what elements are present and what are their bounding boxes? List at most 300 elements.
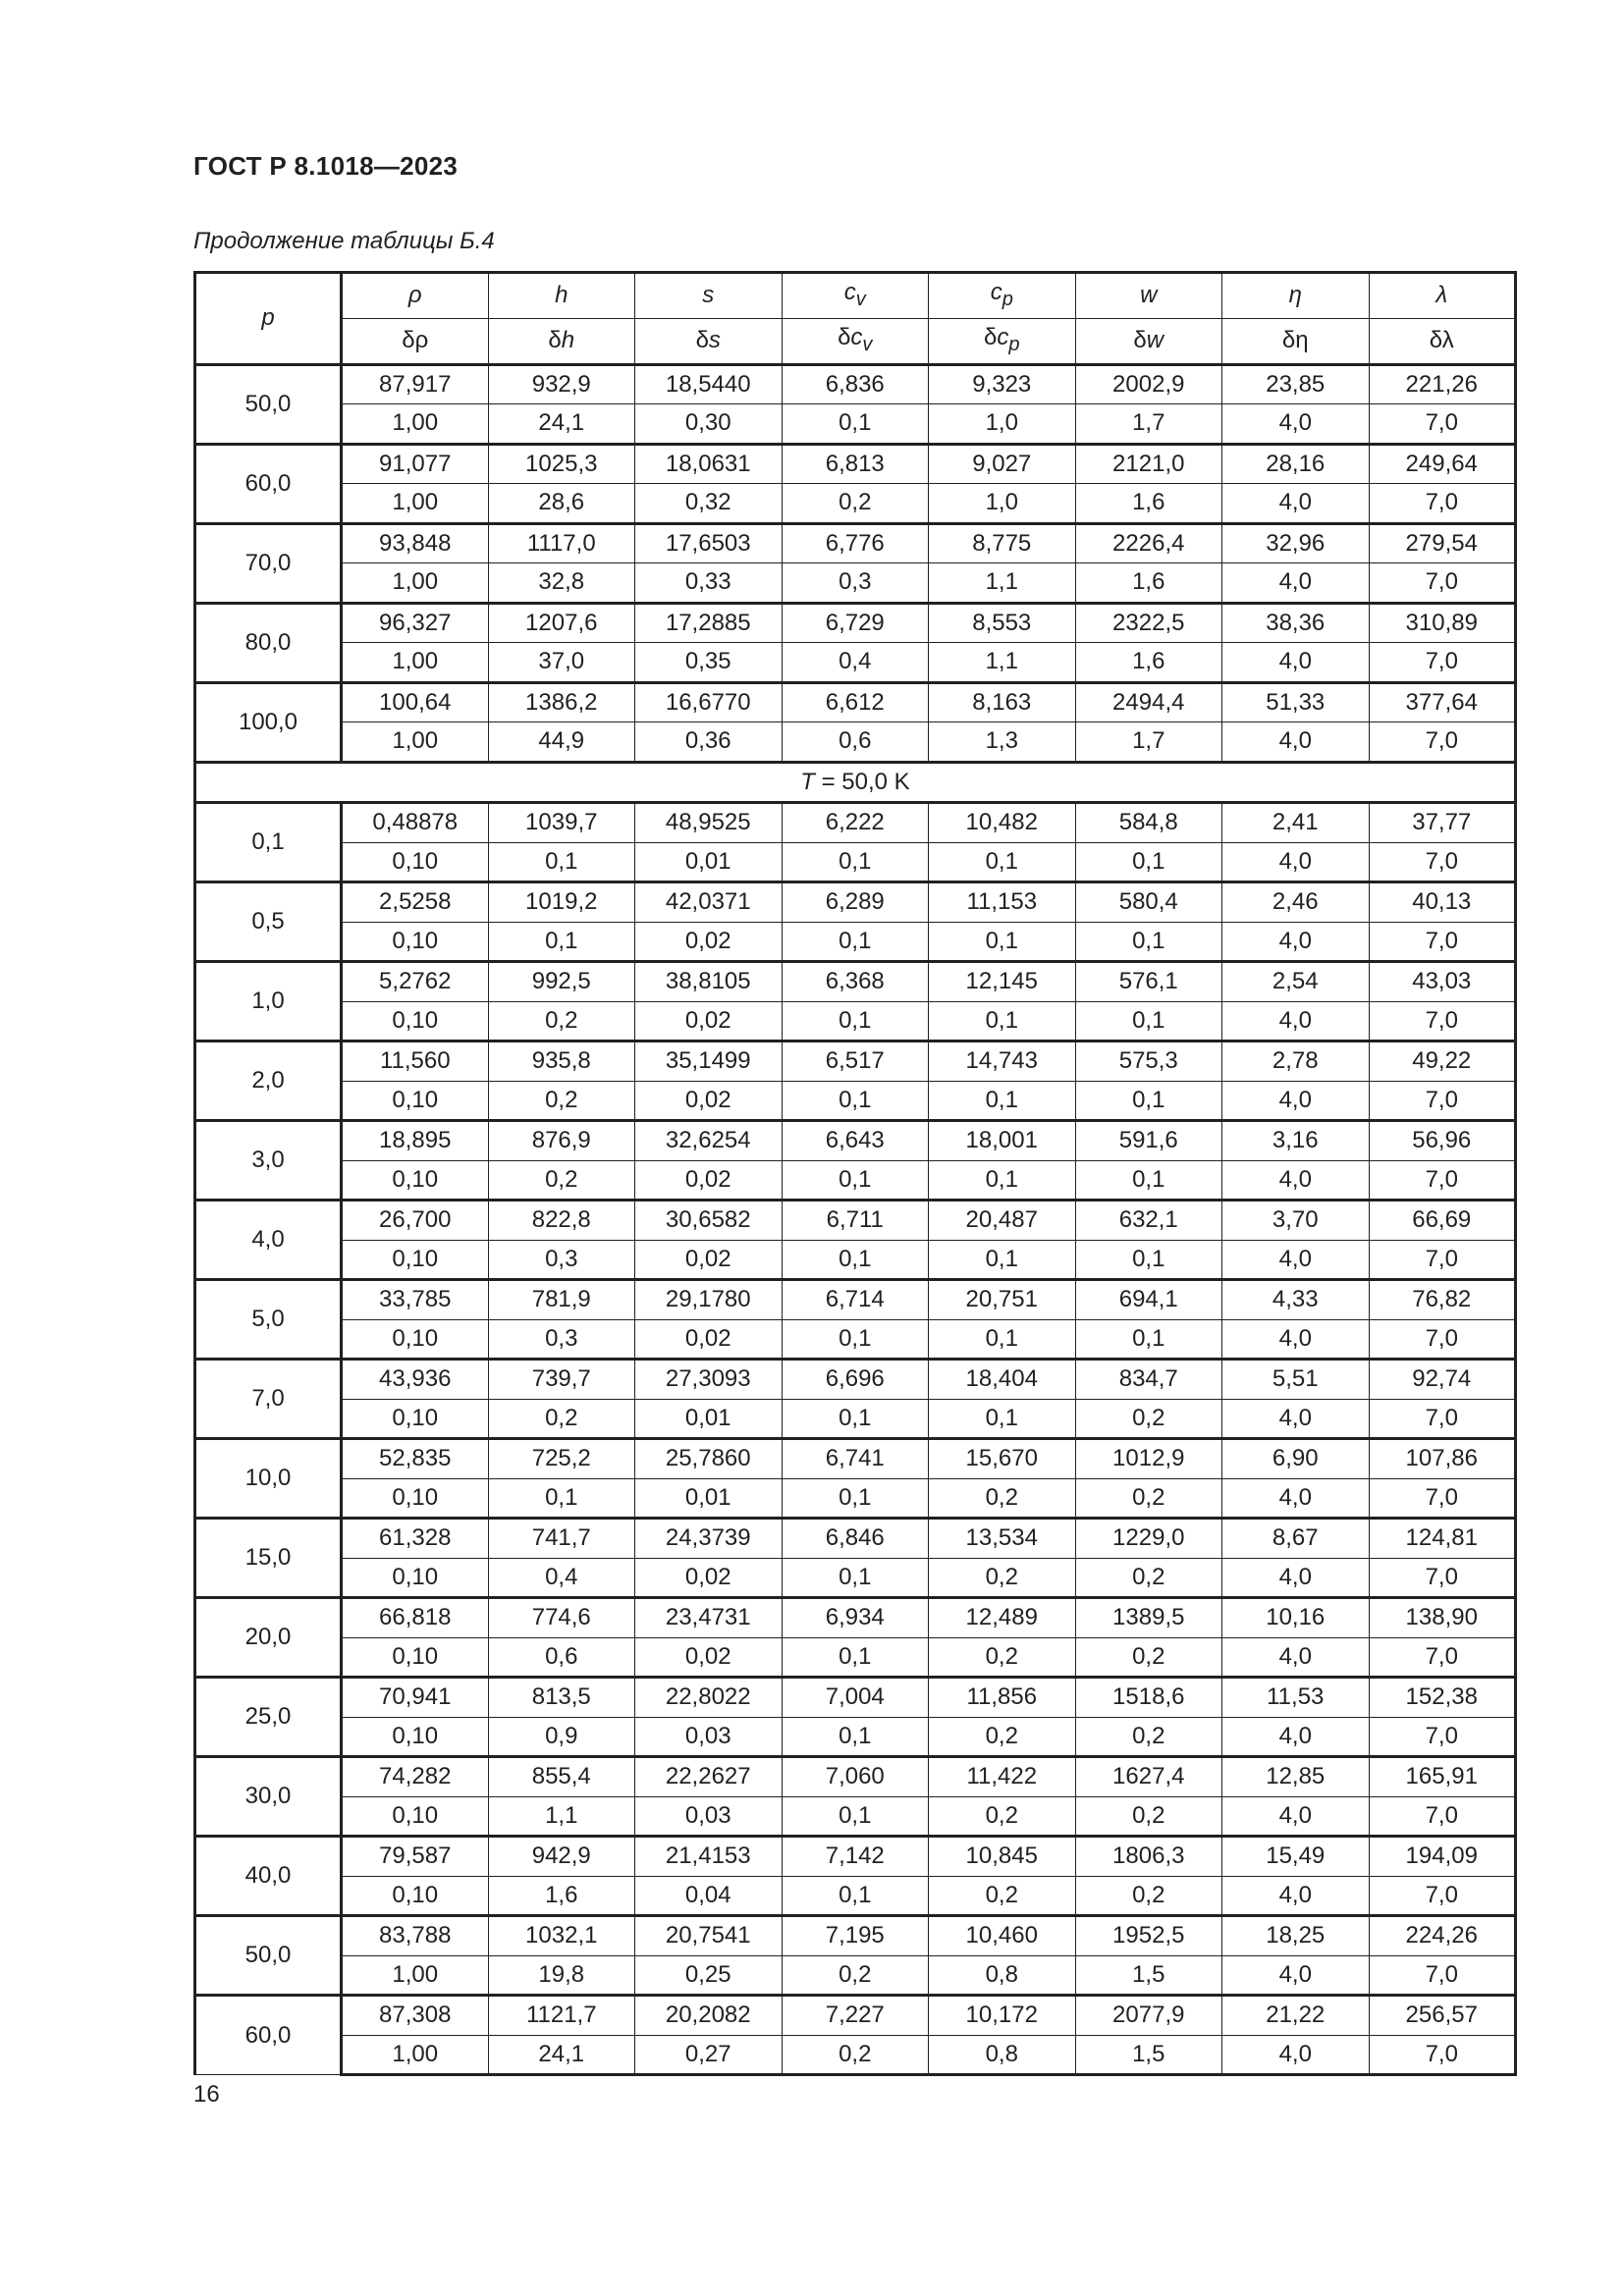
uncertainty-cell: 4,0 xyxy=(1222,1796,1370,1837)
table-row xyxy=(195,1955,1516,1996)
uncertainty-cell: 0,4 xyxy=(488,1558,635,1598)
value-cell: 18,25 xyxy=(1222,1916,1370,1956)
uncertainty-cell: 1,1 xyxy=(488,1796,635,1837)
value-cell: 6,741 xyxy=(782,1439,929,1479)
uncertainty-cell: 44,9 xyxy=(488,722,635,763)
table-row xyxy=(195,2035,1516,2075)
header-row-uncertainties xyxy=(195,318,1516,364)
value-cell: 6,289 xyxy=(782,882,929,923)
uncertainty-cell: 0,2 xyxy=(488,1160,635,1201)
value-cell: 18,404 xyxy=(929,1360,1076,1400)
value-cell: 3,16 xyxy=(1222,1121,1370,1161)
table-row xyxy=(195,444,1516,484)
uncertainty-cell: 4,0 xyxy=(1222,484,1370,524)
uncertainty-cell: 0,1 xyxy=(1075,922,1222,962)
uncertainty-cell: 0,10 xyxy=(342,1717,489,1757)
uncertainty-cell: 0,2 xyxy=(1075,1876,1222,1916)
uncertainty-cell: 0,02 xyxy=(635,922,783,962)
value-cell: 584,8 xyxy=(1075,803,1222,843)
value-cell: 22,8022 xyxy=(635,1678,783,1718)
pressure-cell: 25,0 xyxy=(195,1678,342,1757)
value-cell: 83,788 xyxy=(342,1916,489,1956)
header-prefix: δη xyxy=(1281,327,1309,354)
value-cell: 11,53 xyxy=(1222,1678,1370,1718)
value-cell: 38,8105 xyxy=(635,962,783,1002)
value-cell: 632,1 xyxy=(1075,1201,1222,1241)
value-cell: 35,1499 xyxy=(635,1041,783,1082)
uncertainty-cell: 0,2 xyxy=(488,1399,635,1439)
value-cell: 1389,5 xyxy=(1075,1598,1222,1638)
value-cell: 1117,0 xyxy=(488,523,635,563)
header-cell xyxy=(1222,273,1370,319)
value-cell: 30,6582 xyxy=(635,1201,783,1241)
value-cell: 7,195 xyxy=(782,1916,929,1956)
uncertainty-cell: 0,33 xyxy=(635,563,783,604)
uncertainty-cell: 0,10 xyxy=(342,1160,489,1201)
pressure-cell: 50,0 xyxy=(195,364,342,444)
value-cell: 822,8 xyxy=(488,1201,635,1241)
table-row xyxy=(195,1876,1516,1916)
uncertainty-cell: 7,0 xyxy=(1369,1319,1516,1360)
header-cell xyxy=(929,318,1076,364)
temperature-section-cell xyxy=(195,762,1516,803)
header-symbol: c xyxy=(990,279,1002,305)
uncertainty-cell: 0,2 xyxy=(488,1081,635,1121)
value-cell: 165,91 xyxy=(1369,1757,1516,1797)
pressure-cell: 5,0 xyxy=(195,1280,342,1360)
header-symbol: ρ xyxy=(407,282,422,309)
value-cell: 12,85 xyxy=(1222,1757,1370,1797)
uncertainty-cell: 32,8 xyxy=(488,563,635,604)
table-row xyxy=(195,643,1516,683)
uncertainty-cell: 0,03 xyxy=(635,1796,783,1837)
value-cell: 2226,4 xyxy=(1075,523,1222,563)
table-row xyxy=(195,922,1516,962)
uncertainty-cell: 0,10 xyxy=(342,1081,489,1121)
pressure-cell: 4,0 xyxy=(195,1201,342,1280)
value-cell: 6,729 xyxy=(782,603,929,643)
table-row xyxy=(195,1837,1516,1877)
value-cell: 2,5258 xyxy=(342,882,489,923)
value-cell: 93,848 xyxy=(342,523,489,563)
pressure-cell: 3,0 xyxy=(195,1121,342,1201)
uncertainty-cell: 0,1 xyxy=(1075,1001,1222,1041)
value-cell: 20,7541 xyxy=(635,1916,783,1956)
value-cell: 2002,9 xyxy=(1075,364,1222,404)
uncertainty-cell: 0,2 xyxy=(929,1558,1076,1598)
value-cell: 6,776 xyxy=(782,523,929,563)
value-cell: 7,060 xyxy=(782,1757,929,1797)
uncertainty-cell: 7,0 xyxy=(1369,1160,1516,1201)
value-cell: 942,9 xyxy=(488,1837,635,1877)
value-cell: 16,6770 xyxy=(635,682,783,722)
uncertainty-cell: 0,1 xyxy=(929,842,1076,882)
header-prefix: δ xyxy=(1133,327,1147,354)
uncertainty-cell: 1,5 xyxy=(1075,1955,1222,1996)
uncertainty-cell: 0,3 xyxy=(782,563,929,604)
value-cell: 6,696 xyxy=(782,1360,929,1400)
uncertainty-cell: 4,0 xyxy=(1222,1001,1370,1041)
uncertainty-cell: 0,02 xyxy=(635,1081,783,1121)
uncertainty-cell: 7,0 xyxy=(1369,1717,1516,1757)
value-cell: 1229,0 xyxy=(1075,1519,1222,1559)
uncertainty-cell: 0,2 xyxy=(1075,1558,1222,1598)
value-cell: 739,7 xyxy=(488,1360,635,1400)
uncertainty-cell: 7,0 xyxy=(1369,484,1516,524)
uncertainty-cell: 0,10 xyxy=(342,1478,489,1519)
uncertainty-cell: 0,2 xyxy=(488,1001,635,1041)
value-cell: 6,90 xyxy=(1222,1439,1370,1479)
value-cell: 0,48878 xyxy=(342,803,489,843)
header-subscript: p xyxy=(1008,333,1020,355)
value-cell: 221,26 xyxy=(1369,364,1516,404)
value-cell: 256,57 xyxy=(1369,1996,1516,2036)
value-cell: 11,153 xyxy=(929,882,1076,923)
header-symbol: c xyxy=(997,323,1009,350)
table-row xyxy=(195,1201,1516,1241)
value-cell: 20,487 xyxy=(929,1201,1076,1241)
header-cell xyxy=(1369,318,1516,364)
uncertainty-cell: 0,02 xyxy=(635,1001,783,1041)
uncertainty-cell: 1,7 xyxy=(1075,404,1222,445)
uncertainty-cell: 0,1 xyxy=(782,1796,929,1837)
uncertainty-cell: 0,1 xyxy=(1075,842,1222,882)
header-cell xyxy=(1075,318,1222,364)
value-cell: 935,8 xyxy=(488,1041,635,1082)
value-cell: 26,700 xyxy=(342,1201,489,1241)
value-cell: 91,077 xyxy=(342,444,489,484)
uncertainty-cell: 4,0 xyxy=(1222,842,1370,882)
table-row xyxy=(195,882,1516,923)
value-cell: 10,172 xyxy=(929,1996,1076,2036)
value-cell: 279,54 xyxy=(1369,523,1516,563)
value-cell: 580,4 xyxy=(1075,882,1222,923)
uncertainty-cell: 4,0 xyxy=(1222,1319,1370,1360)
uncertainty-cell: 0,1 xyxy=(782,1876,929,1916)
uncertainty-cell: 7,0 xyxy=(1369,1558,1516,1598)
value-cell: 1207,6 xyxy=(488,603,635,643)
value-cell: 6,612 xyxy=(782,682,929,722)
header-cell xyxy=(635,273,783,319)
value-cell: 51,33 xyxy=(1222,682,1370,722)
uncertainty-cell: 0,10 xyxy=(342,1399,489,1439)
value-cell: 6,934 xyxy=(782,1598,929,1638)
pressure-cell: 0,1 xyxy=(195,803,342,882)
table-row xyxy=(195,1757,1516,1797)
value-cell: 2077,9 xyxy=(1075,1996,1222,2036)
uncertainty-cell: 0,1 xyxy=(929,1240,1076,1280)
value-cell: 6,714 xyxy=(782,1280,929,1320)
value-cell: 87,917 xyxy=(342,364,489,404)
value-cell: 29,1780 xyxy=(635,1280,783,1320)
uncertainty-cell: 0,1 xyxy=(488,1478,635,1519)
uncertainty-cell: 0,01 xyxy=(635,1478,783,1519)
uncertainty-cell: 0,04 xyxy=(635,1876,783,1916)
uncertainty-cell: 0,2 xyxy=(929,1637,1076,1678)
value-cell: 92,74 xyxy=(1369,1360,1516,1400)
value-cell: 18,0631 xyxy=(635,444,783,484)
value-cell: 6,836 xyxy=(782,364,929,404)
header-subscript: v xyxy=(855,288,866,310)
uncertainty-cell: 1,00 xyxy=(342,1955,489,1996)
header-pressure xyxy=(195,273,342,365)
value-cell: 21,22 xyxy=(1222,1996,1370,2036)
uncertainty-cell: 0,2 xyxy=(782,484,929,524)
value-cell: 33,785 xyxy=(342,1280,489,1320)
section-row xyxy=(195,762,1516,803)
uncertainty-cell: 0,2 xyxy=(929,1478,1076,1519)
value-cell: 8,163 xyxy=(929,682,1076,722)
header-symbol: η xyxy=(1288,282,1302,309)
uncertainty-cell: 4,0 xyxy=(1222,1637,1370,1678)
uncertainty-cell: 4,0 xyxy=(1222,643,1370,683)
pressure-cell: 20,0 xyxy=(195,1598,342,1678)
uncertainty-cell: 7,0 xyxy=(1369,1955,1516,1996)
uncertainty-cell: 0,1 xyxy=(782,842,929,882)
value-cell: 11,422 xyxy=(929,1757,1076,1797)
uncertainty-cell: 7,0 xyxy=(1369,1081,1516,1121)
value-cell: 87,308 xyxy=(342,1996,489,2036)
value-cell: 1019,2 xyxy=(488,882,635,923)
uncertainty-cell: 0,1 xyxy=(929,1160,1076,1201)
uncertainty-cell: 0,1 xyxy=(1075,1081,1222,1121)
uncertainty-cell: 0,02 xyxy=(635,1558,783,1598)
value-cell: 79,587 xyxy=(342,1837,489,1877)
value-cell: 6,813 xyxy=(782,444,929,484)
value-cell: 5,51 xyxy=(1222,1360,1370,1400)
value-cell: 8,67 xyxy=(1222,1519,1370,1559)
table-caption: Продолжение таблицы Б.4 xyxy=(193,228,495,254)
value-cell: 18,5440 xyxy=(635,364,783,404)
table-row xyxy=(195,1796,1516,1837)
value-cell: 37,77 xyxy=(1369,803,1516,843)
value-cell: 66,818 xyxy=(342,1598,489,1638)
uncertainty-cell: 0,10 xyxy=(342,842,489,882)
uncertainty-cell: 7,0 xyxy=(1369,1478,1516,1519)
uncertainty-cell: 0,2 xyxy=(1075,1478,1222,1519)
value-cell: 32,6254 xyxy=(635,1121,783,1161)
table-row xyxy=(195,1041,1516,1082)
uncertainty-cell: 7,0 xyxy=(1369,1001,1516,1041)
uncertainty-cell: 0,8 xyxy=(929,2035,1076,2075)
header-symbol: w xyxy=(1140,282,1158,309)
document-title: ГОСТ Р 8.1018—2023 xyxy=(193,151,459,181)
pressure-cell: 15,0 xyxy=(195,1519,342,1598)
value-cell: 4,33 xyxy=(1222,1280,1370,1320)
pressure-cell: 60,0 xyxy=(195,444,342,523)
table-body xyxy=(195,364,1516,2075)
value-cell: 74,282 xyxy=(342,1757,489,1797)
value-cell: 11,856 xyxy=(929,1678,1076,1718)
uncertainty-cell: 4,0 xyxy=(1222,1240,1370,1280)
table-row xyxy=(195,1637,1516,1678)
value-cell: 21,4153 xyxy=(635,1837,783,1877)
table-row xyxy=(195,1717,1516,1757)
table-row xyxy=(195,1916,1516,1956)
uncertainty-cell: 0,10 xyxy=(342,922,489,962)
uncertainty-cell: 4,0 xyxy=(1222,1717,1370,1757)
uncertainty-cell: 37,0 xyxy=(488,643,635,683)
uncertainty-cell: 0,2 xyxy=(1075,1637,1222,1678)
value-cell: 13,534 xyxy=(929,1519,1076,1559)
value-cell: 32,96 xyxy=(1222,523,1370,563)
value-cell: 591,6 xyxy=(1075,1121,1222,1161)
header-cell xyxy=(1222,318,1370,364)
pressure-cell: 7,0 xyxy=(195,1360,342,1439)
uncertainty-cell: 0,3 xyxy=(488,1240,635,1280)
value-cell: 49,22 xyxy=(1369,1041,1516,1082)
value-cell: 28,16 xyxy=(1222,444,1370,484)
uncertainty-cell: 7,0 xyxy=(1369,643,1516,683)
uncertainty-cell: 0,32 xyxy=(635,484,783,524)
uncertainty-cell: 1,6 xyxy=(1075,484,1222,524)
value-cell: 694,1 xyxy=(1075,1280,1222,1320)
value-cell: 138,90 xyxy=(1369,1598,1516,1638)
value-cell: 1386,2 xyxy=(488,682,635,722)
table-row xyxy=(195,563,1516,604)
value-cell: 310,89 xyxy=(1369,603,1516,643)
value-cell: 1039,7 xyxy=(488,803,635,843)
uncertainty-cell: 0,2 xyxy=(1075,1717,1222,1757)
header-prefix: δ xyxy=(695,327,709,354)
header-symbol: c xyxy=(850,323,863,350)
uncertainty-cell: 1,1 xyxy=(929,643,1076,683)
value-cell: 834,7 xyxy=(1075,1360,1222,1400)
uncertainty-cell: 0,1 xyxy=(782,1558,929,1598)
header-symbol: h xyxy=(555,282,568,309)
header-cell xyxy=(1075,273,1222,319)
uncertainty-cell: 24,1 xyxy=(488,2035,635,2075)
properties-table xyxy=(193,271,1517,2076)
uncertainty-cell: 0,1 xyxy=(929,1001,1076,1041)
header-prefix: δ xyxy=(548,327,562,354)
header-cell xyxy=(635,318,783,364)
value-cell: 6,643 xyxy=(782,1121,929,1161)
uncertainty-cell: 0,30 xyxy=(635,404,783,445)
uncertainty-cell: 0,2 xyxy=(782,2035,929,2075)
table-row xyxy=(195,1160,1516,1201)
value-cell: 1025,3 xyxy=(488,444,635,484)
uncertainty-cell: 1,1 xyxy=(929,563,1076,604)
header-symbol: λ xyxy=(1435,282,1448,309)
table-row xyxy=(195,842,1516,882)
uncertainty-cell: 7,0 xyxy=(1369,1876,1516,1916)
uncertainty-cell: 0,8 xyxy=(929,1955,1076,1996)
uncertainty-cell: 0,10 xyxy=(342,1796,489,1837)
table-row xyxy=(195,1598,1516,1638)
uncertainty-cell: 1,6 xyxy=(488,1876,635,1916)
value-cell: 774,6 xyxy=(488,1598,635,1638)
uncertainty-cell: 0,1 xyxy=(1075,1160,1222,1201)
value-cell: 11,560 xyxy=(342,1041,489,1082)
header-symbol: s xyxy=(702,282,715,309)
uncertainty-cell: 4,0 xyxy=(1222,1955,1370,1996)
value-cell: 43,936 xyxy=(342,1360,489,1400)
uncertainty-cell: 0,35 xyxy=(635,643,783,683)
pressure-cell: 30,0 xyxy=(195,1757,342,1837)
uncertainty-cell: 0,2 xyxy=(929,1796,1076,1837)
uncertainty-cell: 0,02 xyxy=(635,1319,783,1360)
uncertainty-cell: 1,7 xyxy=(1075,722,1222,763)
uncertainty-cell: 19,8 xyxy=(488,1955,635,1996)
pressure-cell: 0,5 xyxy=(195,882,342,962)
uncertainty-cell: 1,00 xyxy=(342,722,489,763)
pressure-cell: 50,0 xyxy=(195,1916,342,1996)
value-cell: 1012,9 xyxy=(1075,1439,1222,1479)
uncertainty-cell: 0,1 xyxy=(782,1240,929,1280)
uncertainty-cell: 0,10 xyxy=(342,1319,489,1360)
table-row xyxy=(195,404,1516,445)
uncertainty-cell: 0,2 xyxy=(782,1955,929,1996)
table-row xyxy=(195,962,1516,1002)
value-cell: 70,941 xyxy=(342,1678,489,1718)
value-cell: 9,323 xyxy=(929,364,1076,404)
uncertainty-cell: 4,0 xyxy=(1222,1081,1370,1121)
header-symbol: c xyxy=(843,279,856,305)
value-cell: 7,142 xyxy=(782,1837,929,1877)
value-cell: 7,227 xyxy=(782,1996,929,2036)
uncertainty-cell: 0,1 xyxy=(782,1319,929,1360)
uncertainty-cell: 0,1 xyxy=(782,1081,929,1121)
value-cell: 194,09 xyxy=(1369,1837,1516,1877)
pressure-cell: 2,0 xyxy=(195,1041,342,1121)
uncertainty-cell: 1,00 xyxy=(342,2035,489,2075)
value-cell: 5,2762 xyxy=(342,962,489,1002)
uncertainty-cell: 28,6 xyxy=(488,484,635,524)
uncertainty-cell: 1,6 xyxy=(1075,643,1222,683)
value-cell: 249,64 xyxy=(1369,444,1516,484)
uncertainty-cell: 7,0 xyxy=(1369,1399,1516,1439)
uncertainty-cell: 7,0 xyxy=(1369,404,1516,445)
table-row xyxy=(195,722,1516,763)
value-cell: 152,38 xyxy=(1369,1678,1516,1718)
uncertainty-cell: 0,02 xyxy=(635,1240,783,1280)
uncertainty-cell: 0,01 xyxy=(635,1399,783,1439)
value-cell: 107,86 xyxy=(1369,1439,1516,1479)
header-cell xyxy=(782,273,929,319)
table-row xyxy=(195,1280,1516,1320)
value-cell: 932,9 xyxy=(488,364,635,404)
uncertainty-cell: 0,10 xyxy=(342,1876,489,1916)
value-cell: 14,743 xyxy=(929,1041,1076,1082)
value-cell: 781,9 xyxy=(488,1280,635,1320)
uncertainty-cell: 0,1 xyxy=(782,1001,929,1041)
table-row xyxy=(195,682,1516,722)
value-cell: 377,64 xyxy=(1369,682,1516,722)
table-row xyxy=(195,1996,1516,2036)
value-cell: 10,460 xyxy=(929,1916,1076,1956)
header-symbol: w xyxy=(1146,327,1164,354)
uncertainty-cell: 4,0 xyxy=(1222,404,1370,445)
header-prefix: δλ xyxy=(1429,327,1454,354)
uncertainty-cell: 4,0 xyxy=(1222,1160,1370,1201)
uncertainty-cell: 7,0 xyxy=(1369,922,1516,962)
uncertainty-cell: 7,0 xyxy=(1369,842,1516,882)
value-cell: 813,5 xyxy=(488,1678,635,1718)
table-row xyxy=(195,1240,1516,1280)
value-cell: 725,2 xyxy=(488,1439,635,1479)
value-cell: 2322,5 xyxy=(1075,603,1222,643)
uncertainty-cell: 0,02 xyxy=(635,1160,783,1201)
value-cell: 23,4731 xyxy=(635,1598,783,1638)
pressure-cell: 100,0 xyxy=(195,682,342,762)
uncertainty-cell: 0,9 xyxy=(488,1717,635,1757)
table-row xyxy=(195,1519,1516,1559)
table-row xyxy=(195,1478,1516,1519)
value-cell: 100,64 xyxy=(342,682,489,722)
uncertainty-cell: 0,6 xyxy=(782,722,929,763)
value-cell: 6,517 xyxy=(782,1041,929,1082)
